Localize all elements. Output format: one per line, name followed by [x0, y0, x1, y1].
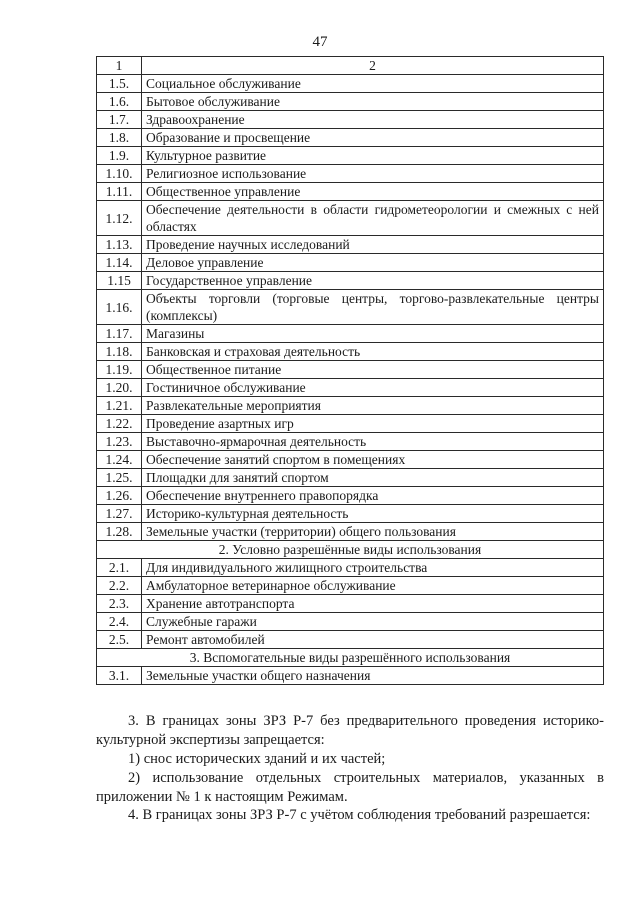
row-number: 2.4. [97, 613, 142, 631]
row-text: Развлекательные мероприятия [142, 397, 604, 415]
row-number: 1.25. [97, 469, 142, 487]
section-header-row [97, 541, 604, 559]
row-text: Обеспечение внутреннего правопорядка [142, 487, 604, 505]
land-use-table [96, 56, 604, 685]
row-text: Земельные участки общего назначения [142, 667, 604, 685]
row-text: Здравоохранение [142, 111, 604, 129]
table-row [97, 613, 604, 631]
row-number: 1.23. [97, 433, 142, 451]
row-text: Бытовое обслуживание [142, 93, 604, 111]
table-row [97, 559, 604, 577]
row-number: 2.3. [97, 595, 142, 613]
row-number: 2.5. [97, 631, 142, 649]
row-number: 1.17. [97, 325, 142, 343]
row-number: 1.13. [97, 236, 142, 254]
table-row [97, 325, 604, 343]
table-row [97, 631, 604, 649]
page-number: 47 [312, 34, 328, 50]
row-text: Обеспечение занятий спортом в помещениях [142, 451, 604, 469]
row-number: 1.14. [97, 254, 142, 272]
paragraph-3: 3. В границах зоны ЗРЗ Р-7 без предварительного проведения историко-культурной экспертизы запрещается: [96, 713, 604, 748]
row-text: Образование и просвещение [142, 129, 604, 147]
row-number: 1.15 [97, 272, 142, 290]
row-text: Проведение научных исследований [142, 236, 604, 254]
row-text: Историко-культурная деятельность [142, 505, 604, 523]
table-row [97, 93, 604, 111]
table-row [97, 577, 604, 595]
row-text: Площадки для занятий спортом [142, 469, 604, 487]
row-text: Государственное управление [142, 272, 604, 290]
row-number: 1.12. [97, 201, 142, 236]
row-text: Служебные гаражи [142, 613, 604, 631]
table-row [97, 433, 604, 451]
row-number: 1.26. [97, 487, 142, 505]
row-number: 1.28. [97, 523, 142, 541]
row-number: 1.10. [97, 165, 142, 183]
table-row [97, 183, 604, 201]
row-number: 1.5. [97, 75, 142, 93]
table-row [97, 379, 604, 397]
row-number: 1.19. [97, 361, 142, 379]
row-number: 1.22. [97, 415, 142, 433]
table-row [97, 254, 604, 272]
section-3-title: 3. Вспомогательные виды разрешённого использования [97, 649, 604, 667]
table-row [97, 397, 604, 415]
row-number: 1.16. [97, 290, 142, 325]
table-row [97, 595, 604, 613]
row-text: Проведение азартных игр [142, 415, 604, 433]
row-number: 1.18. [97, 343, 142, 361]
row-text: Магазины [142, 325, 604, 343]
row-text: Земельные участки (территории) общего пользования [142, 523, 604, 541]
table-row [97, 523, 604, 541]
row-number: 1.27. [97, 505, 142, 523]
row-number: 1.11. [97, 183, 142, 201]
row-number: 1.8. [97, 129, 142, 147]
table-row [97, 165, 604, 183]
row-number: 1.6. [97, 93, 142, 111]
row-text: Гостиничное обслуживание [142, 379, 604, 397]
row-text: Ремонт автомобилей [142, 631, 604, 649]
table-row [97, 415, 604, 433]
table-row [97, 290, 604, 325]
row-number: 1.9. [97, 147, 142, 165]
table-row [97, 361, 604, 379]
table-row [97, 147, 604, 165]
row-number: 1.21. [97, 397, 142, 415]
row-text: Для индивидуального жилищного строительства [142, 559, 604, 577]
table-row [97, 343, 604, 361]
row-text: Религиозное использование [142, 165, 604, 183]
column-header-2: 2 [142, 57, 604, 75]
row-text: Объекты торговли (торговые центры, торгово-развлекательные центры (комплексы) [142, 290, 604, 325]
row-text: Культурное развитие [142, 147, 604, 165]
paragraph-4: 4. В границах зоны ЗРЗ Р-7 с учётом соблюдения требований разрешается: [128, 807, 591, 823]
row-text: Хранение автотранспорта [142, 595, 604, 613]
table-row [97, 201, 604, 236]
section-2-title: 2. Условно разрешённые виды использования [97, 541, 604, 559]
table-row [97, 129, 604, 147]
row-number: 3.1. [97, 667, 142, 685]
table-row [97, 236, 604, 254]
paragraph-3-item-2: 2) использование отдельных строительных материалов, указанных в приложении № 1 к настоящим Режимам. [96, 770, 604, 805]
row-number: 2.1. [97, 559, 142, 577]
table-row [97, 272, 604, 290]
row-number: 1.20. [97, 379, 142, 397]
row-text: Выставочно-ярмарочная деятельность [142, 433, 604, 451]
table-row [97, 451, 604, 469]
row-text: Амбулаторное ветеринарное обслуживание [142, 577, 604, 595]
table-row [97, 75, 604, 93]
table-row [97, 469, 604, 487]
table-row [97, 487, 604, 505]
paragraph-3-item-1: 1) снос исторических зданий и их частей; [128, 751, 386, 767]
row-number: 2.2. [97, 577, 142, 595]
row-text: Общественное питание [142, 361, 604, 379]
table-header-row [97, 57, 604, 75]
row-number: 1.24. [97, 451, 142, 469]
row-text: Деловое управление [142, 254, 604, 272]
column-header-1: 1 [97, 57, 142, 75]
section-header-row [97, 649, 604, 667]
row-text: Банковская и страховая деятельность [142, 343, 604, 361]
row-text: Общественное управление [142, 183, 604, 201]
row-text: Обеспечение деятельности в области гидрометеорологии и смежных с ней областях [142, 201, 604, 236]
table-row [97, 111, 604, 129]
row-text: Социальное обслуживание [142, 75, 604, 93]
row-number: 1.7. [97, 111, 142, 129]
table-row [97, 667, 604, 685]
table-row [97, 505, 604, 523]
